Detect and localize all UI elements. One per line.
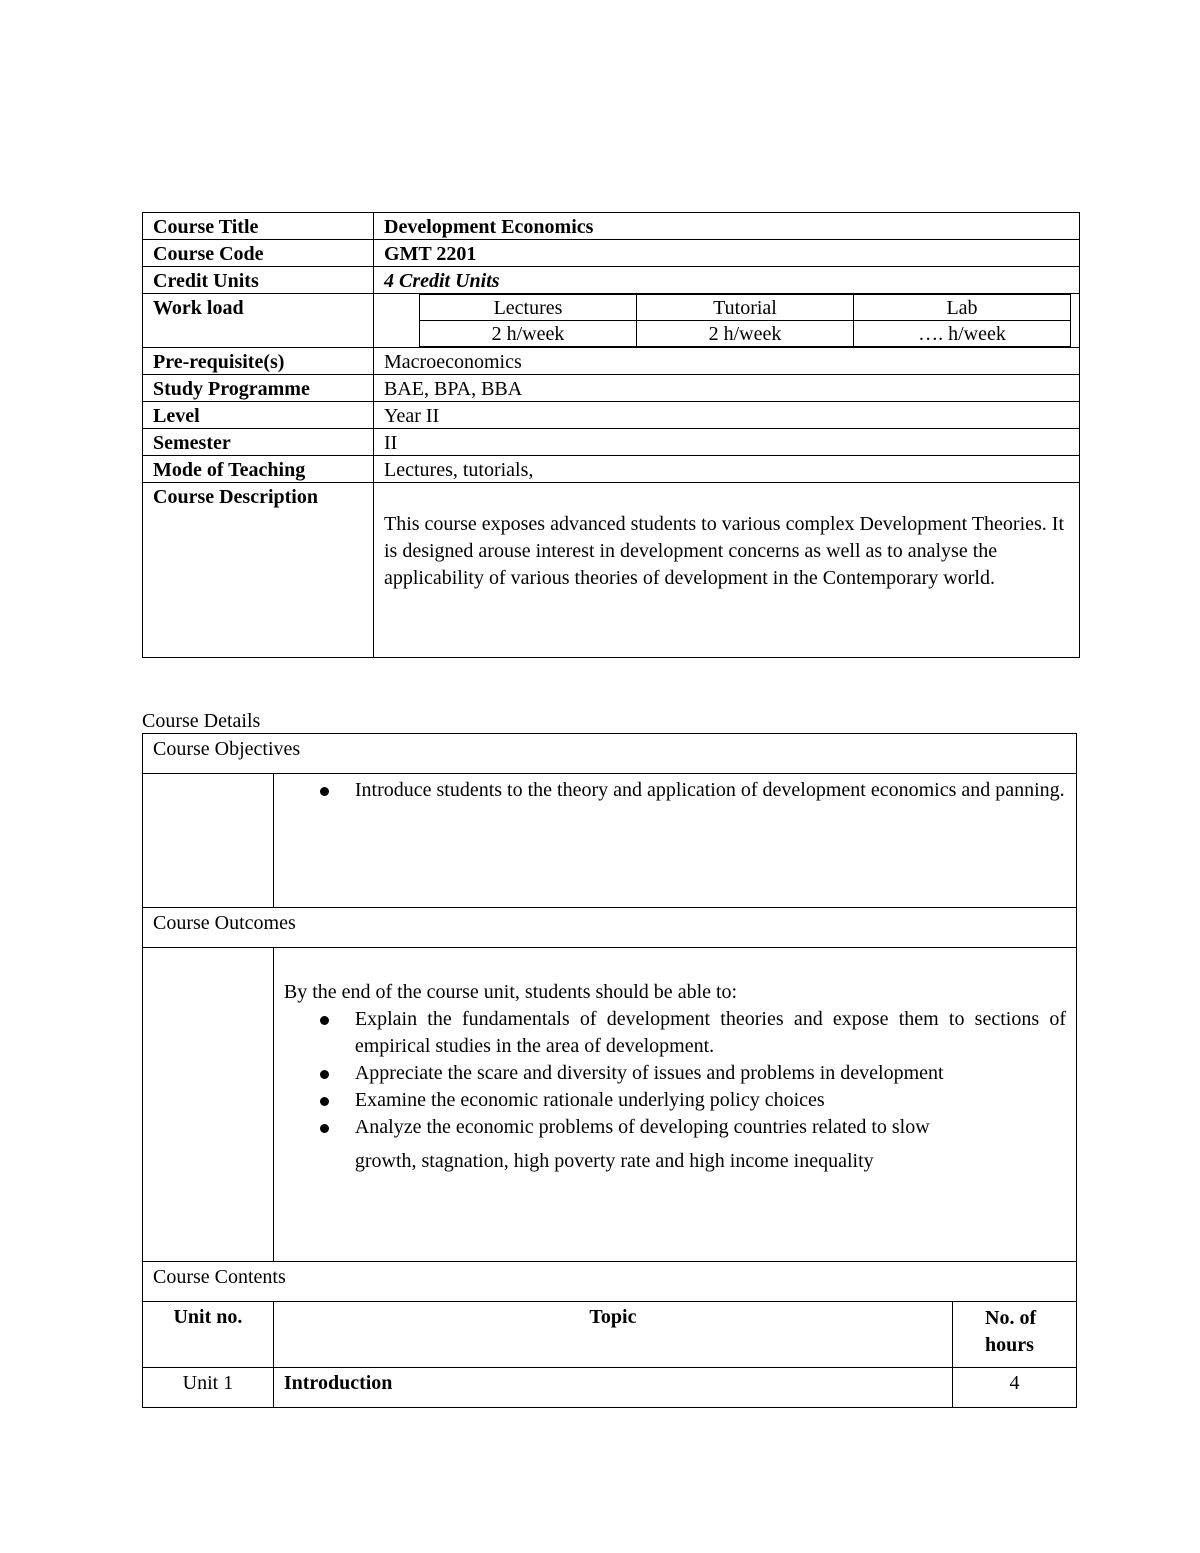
study-programme-row (143, 375, 1080, 402)
outcome-text: growth, stagnation, high poverty rate and high income inequality (354, 1150, 874, 1172)
course-contents-label: Course Contents (143, 1262, 1077, 1302)
bullet-icon (320, 787, 329, 796)
course-description-cell (374, 483, 1080, 658)
course-objectives-cell (273, 774, 1076, 908)
bullet-icon (320, 1016, 329, 1025)
workload-header-tutorial: Tutorial (637, 295, 854, 321)
list-item (284, 777, 1076, 804)
course-outcomes-list (284, 1006, 1076, 1182)
course-objectives-empty-cell (143, 774, 274, 908)
semester-value: II (374, 429, 1080, 456)
course-outcomes-content-row (143, 948, 1077, 1262)
outcome-text: Explain the fundamentals of development theories and expose them to sections of empirical studies in the area of development. (354, 1008, 1066, 1057)
course-title-label: Course Title (143, 213, 374, 240)
course-code-value: GMT 2201 (374, 240, 1080, 267)
course-code-row (143, 240, 1080, 267)
list-item (284, 1087, 1076, 1114)
hours-cell: 4 (953, 1368, 1077, 1408)
course-outcomes-cell (273, 948, 1076, 1262)
prerequisites-row (143, 348, 1080, 375)
mode-of-teaching-row (143, 456, 1080, 483)
prerequisites-label: Pre-requisite(s) (143, 348, 374, 375)
semester-label: Semester (143, 429, 374, 456)
hours-header-line2: hours (985, 1334, 1034, 1356)
course-outcomes-header-row (143, 908, 1077, 948)
course-description-row (143, 483, 1080, 658)
mode-of-teaching-label: Mode of Teaching (143, 456, 374, 483)
study-programme-value: BAE, BPA, BBA (374, 375, 1080, 402)
bullet-icon (320, 1070, 329, 1079)
workload-header-lab: Lab (854, 295, 1071, 321)
workload-value-row (420, 321, 1071, 347)
topic-cell: Introduction (273, 1368, 952, 1408)
workload-label: Work load (143, 294, 374, 348)
bullet-icon (320, 1097, 329, 1106)
credit-units-row (143, 267, 1080, 294)
course-objectives-header-row (143, 734, 1077, 774)
course-title-row (143, 213, 1080, 240)
workload-header-row (420, 295, 1071, 321)
course-outcomes-label: Course Outcomes (143, 908, 1077, 948)
unit-no-cell: Unit 1 (143, 1368, 274, 1408)
mode-of-teaching-value: Lectures, tutorials, (374, 456, 1080, 483)
study-programme-label: Study Programme (143, 375, 374, 402)
course-outcomes-intro: By the end of the course unit, students should be able to: (283, 981, 738, 1003)
course-info-table (142, 212, 1080, 658)
workload-value-lab: …. h/week (854, 321, 1071, 347)
workload-table (419, 294, 1071, 347)
course-outcomes-empty-cell (143, 948, 274, 1262)
course-details-table (142, 733, 1077, 1408)
workload-header-lectures: Lectures (420, 295, 637, 321)
outcome-text: Analyze the economic problems of developing countries related to slow (354, 1116, 930, 1138)
workload-value-lectures: 2 h/week (420, 321, 637, 347)
credit-units-value: 4 Credit Units (374, 267, 1080, 294)
course-code-label: Course Code (143, 240, 374, 267)
course-details-heading: Course Details (142, 710, 261, 732)
course-contents-column-header-row (143, 1302, 1077, 1368)
course-description-text: This course exposes advanced students to various complex Development Theories. It is designed arouse interest in development concerns as well as to analyse the applicability of various theories of development in the Contemporary world. (384, 513, 1065, 589)
prerequisites-value: Macroeconomics (374, 348, 1080, 375)
level-value: Year II (374, 402, 1080, 429)
workload-row (143, 294, 1080, 348)
course-contents-header-row (143, 1262, 1077, 1302)
outcome-text: Appreciate the scare and diversity of issues and problems in development (354, 1062, 944, 1084)
hours-header (953, 1302, 1077, 1368)
semester-row (143, 429, 1080, 456)
outcome-text: Examine the economic rationale underlying policy choices (354, 1089, 825, 1111)
course-title-value: Development Economics (374, 213, 1080, 240)
workload-cell (374, 294, 1080, 348)
table-row (143, 1368, 1077, 1408)
course-objectives-list (284, 777, 1076, 804)
list-item (284, 1114, 1076, 1141)
level-row (143, 402, 1080, 429)
list-item (284, 1006, 1076, 1060)
course-description-label: Course Description (143, 483, 374, 658)
level-label: Level (143, 402, 374, 429)
hours-header-line1: No. of (985, 1307, 1037, 1329)
workload-value-tutorial: 2 h/week (637, 321, 854, 347)
objective-text: Introduce students to the theory and application of development economics and panning. (354, 779, 1065, 801)
list-item (284, 1060, 1076, 1087)
list-item-continuation (284, 1141, 1076, 1182)
course-objectives-label: Course Objectives (143, 734, 1077, 774)
topic-header: Topic (273, 1302, 952, 1368)
bullet-icon (320, 1124, 329, 1133)
unit-no-header: Unit no. (143, 1302, 274, 1368)
course-objectives-content-row (143, 774, 1077, 908)
credit-units-label: Credit Units (143, 267, 374, 294)
